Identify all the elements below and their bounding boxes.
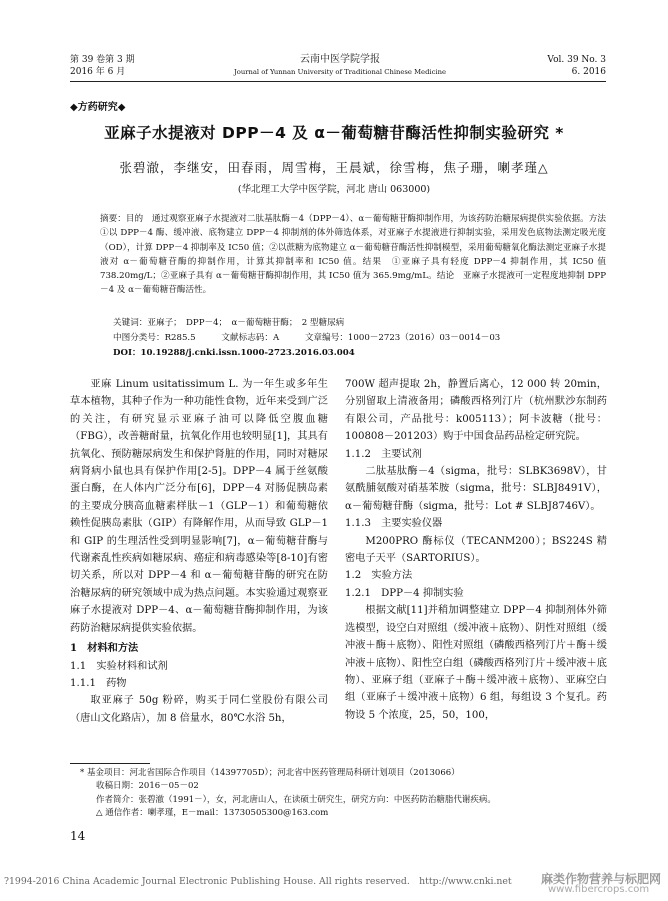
received-date: 收稿日期：2016－05－02 [96,781,199,792]
subsubsection-heading-instruments: 1.1.3 主要实验仪器 [345,518,443,530]
reagents-paragraph: 二肽基肽酶－4（sigma，批号：SLBK3698V），甘氨酰脯氨酸对硝基苯胺（sigma，批号：SLBJ8491V），α－葡萄糖苷酶（sigma，批号：Lot # SLBJ8746V）。 [345,466,607,512]
left-column [70,376,328,727]
instruments-paragraph: M200PRO 酶标仪（TECANM200）；BS224S 精密电子天平（SARTORIUS）。 [345,535,607,565]
subsection-heading-methods: 1.2 实验方法 [345,570,413,582]
subsection-heading-materials: 1.1 实验材料和试剂 [70,660,168,672]
fund-note: * 基金项目：河北省国际合作项目（14397705D）；河北省中医药管理局科研计划项目（2013066） [80,768,460,778]
journal-name-en: Journal of Yunnan University of Traditional Chinese Medicine [234,68,446,76]
journal-name-cn: 云南中医学院学报 [300,54,380,65]
abstract: 摘要：目的 通过观察亚麻子水提液对二肽基肽酶－4（DPP－4）、α－葡萄糖苷酶抑制作用，为该药防治糖尿病提供实验依据。方法 ①以 DPP－4 酶、缓冲液、底物建立 DPP－4 抑制剂的体外筛选体系，对亚麻子水提液进行抑制实验，采用发色底物法测定吸光度（OD），计算 DPP－4 抑制率及 IC50 值；②以蔗糖为底物建立 α－葡萄糖苷酶活性抑制模型，采用葡萄糖氧化酶法测定亚麻子水提液对 α－葡萄糖苷酶的抑制作用，计算其抑制率和 IC50 值。结果 ①亚麻子具有轻度 DPP－4 抑制作用，其 IC50 值 738.20mg/L；②亚麻子具有 α－葡萄糖苷酶抑制作用，其 IC50 值为 365.9mg/mL。结论 亚麻子水提液可一定程度地抑制 DPP－4 及 α－葡萄糖苷酶活性。 [100,214,615,296]
footnote-rule [70,763,150,764]
copyright-line: ?1994-2016 China Academic Journal Electronic Publishing House. All rights reserved. http://www.cnki.net [4,876,512,887]
subsubsection-heading-drugs: 1.1.1 药物 [70,677,127,689]
section-label: ◆方药研究◆ [70,102,126,113]
author-list: 张碧澈，李继安，田春雨，周雪梅，王晨斌，徐雪梅，焦子珊，喇孝瑾△ [119,160,549,175]
page-number: 14 [70,829,86,843]
header-rule [70,81,606,82]
journal-volume-en [547,54,606,78]
volume-issue: 第 39 卷第 3 期 [70,55,135,65]
drug-preparation-paragraph: 取亚麻子 50g 粉碎，购买于同仁堂股份有限公司（唐山文化路店），加 8 倍量水，80℃水浴 5h， [70,695,328,724]
publication-date: 2016 年 6 月 [70,67,126,77]
journal-volume-issue [70,54,135,78]
author-bio: 作者简介：张碧澈（1991－），女，河北唐山人，在读硕士研究生，研究方向：中医药防治糖脂代谢疾病。 [96,794,496,805]
watermark-cn: 麻类作物营养与标肥网 [541,872,662,886]
volume-en: Vol. 39 No. 3 [547,55,606,65]
intro-paragraph: 亚麻 Linum usitatissimum L. 为一年生或多年生草本植物，其种子作为一种功能性食物，近年来受到广泛的关注，有研究显示亚麻子油可以降低空腹血糖（FBG），改善糖耐量，抗氧化作用也较明显[1]，其具有抗氧化、预防糖尿病发生和保护肾脏的作用，同时对糖尿病肾病小鼠也具有保护作用[2-5]。DPP－4 属于丝氨酸蛋白酶，在人体内广泛分布[6]，DPP－4 对肠促胰岛素的主要成分胰高血糖素样肽－1（GLP－1）和葡萄糖依赖性促胰岛素肽（GIP）有降解作用，从而导致 GLP－1 和 GIP 的生理活性受到明显影响[7]，α－葡萄糖苷酶与代谢紊乱性疾病如糖尿病、癌症和病毒感染等[8-10]有密切关系，所以对 DPP－4 和 α－葡萄糖苷酶的研究在防治糖尿病的研究领域中成为热点问题。本实验通过观察亚麻子水提液对 DPP－4、α－葡萄糖苷酶抑制作用，为该药防治糖尿病提供实验依据。 [70,379,328,634]
watermark-url: www.fibercrops.com [548,884,650,895]
paper-title: 亚麻子水提液对 DPP－4 及 α－葡萄糖苷酶活性抑制实验研究 * [104,124,564,142]
date-en: 6. 2016 [571,67,606,77]
affiliation: (华北理工大学中医学院，河北 唐山 063000) [237,184,431,195]
dpp4-method-paragraph: 根据文献[11]并稍加调整建立 DPP－4 抑制剂体外筛选模型，设空白对照组（缓冲液＋底物）、阴性对照组（缓冲液＋酶＋底物）、阳性对照组（磷酸西格列汀片＋酶＋缓冲液＋底物）、阳性空白组（磷酸西格列汀片＋缓冲液＋底物）、亚麻子组（亚麻子＋酶＋缓冲液＋底物）、亚麻空白组（亚麻子＋缓冲液＋底物）6 组，每组设 3 个复孔。药物设 5 个浓度，25，50，100， [345,605,607,721]
right-column [345,376,607,724]
section-heading-materials-methods: 1 材料和方法 [70,642,139,655]
footnote [80,767,606,821]
corresponding-author: △ 通信作者：喇孝瑾，E－mail：13730505300@163.com [96,808,329,819]
classification-info: 中图分类号：R285.5 文献标志码：A 文章编号：1000－2723（2016）03－0014－03 [113,333,501,343]
subsubsection-heading-reagents: 1.1.2 主要试剂 [345,448,422,460]
journal-name [180,54,500,78]
keywords: 关键词：亚麻子； DPP－4； α－葡萄糖苷酶； 2 型糖尿病 [113,318,345,328]
extraction-paragraph: 700W 超声提取 2h，静置后离心，12 000 转 20min，分别留取上清液备用；磷酸西格列汀片（杭州默沙东制药有限公司，产品批号：k005113）；阿卡波糖（批号：100808－201203）购于中国食品药品检定研究院。 [345,379,607,443]
doi: DOI：10.19288/j.cnki.issn.1000-2723.2016.03.004 [113,348,355,358]
subsubsection-heading-dpp4: 1.2.1 DPP－4 抑制实验 [345,587,464,599]
